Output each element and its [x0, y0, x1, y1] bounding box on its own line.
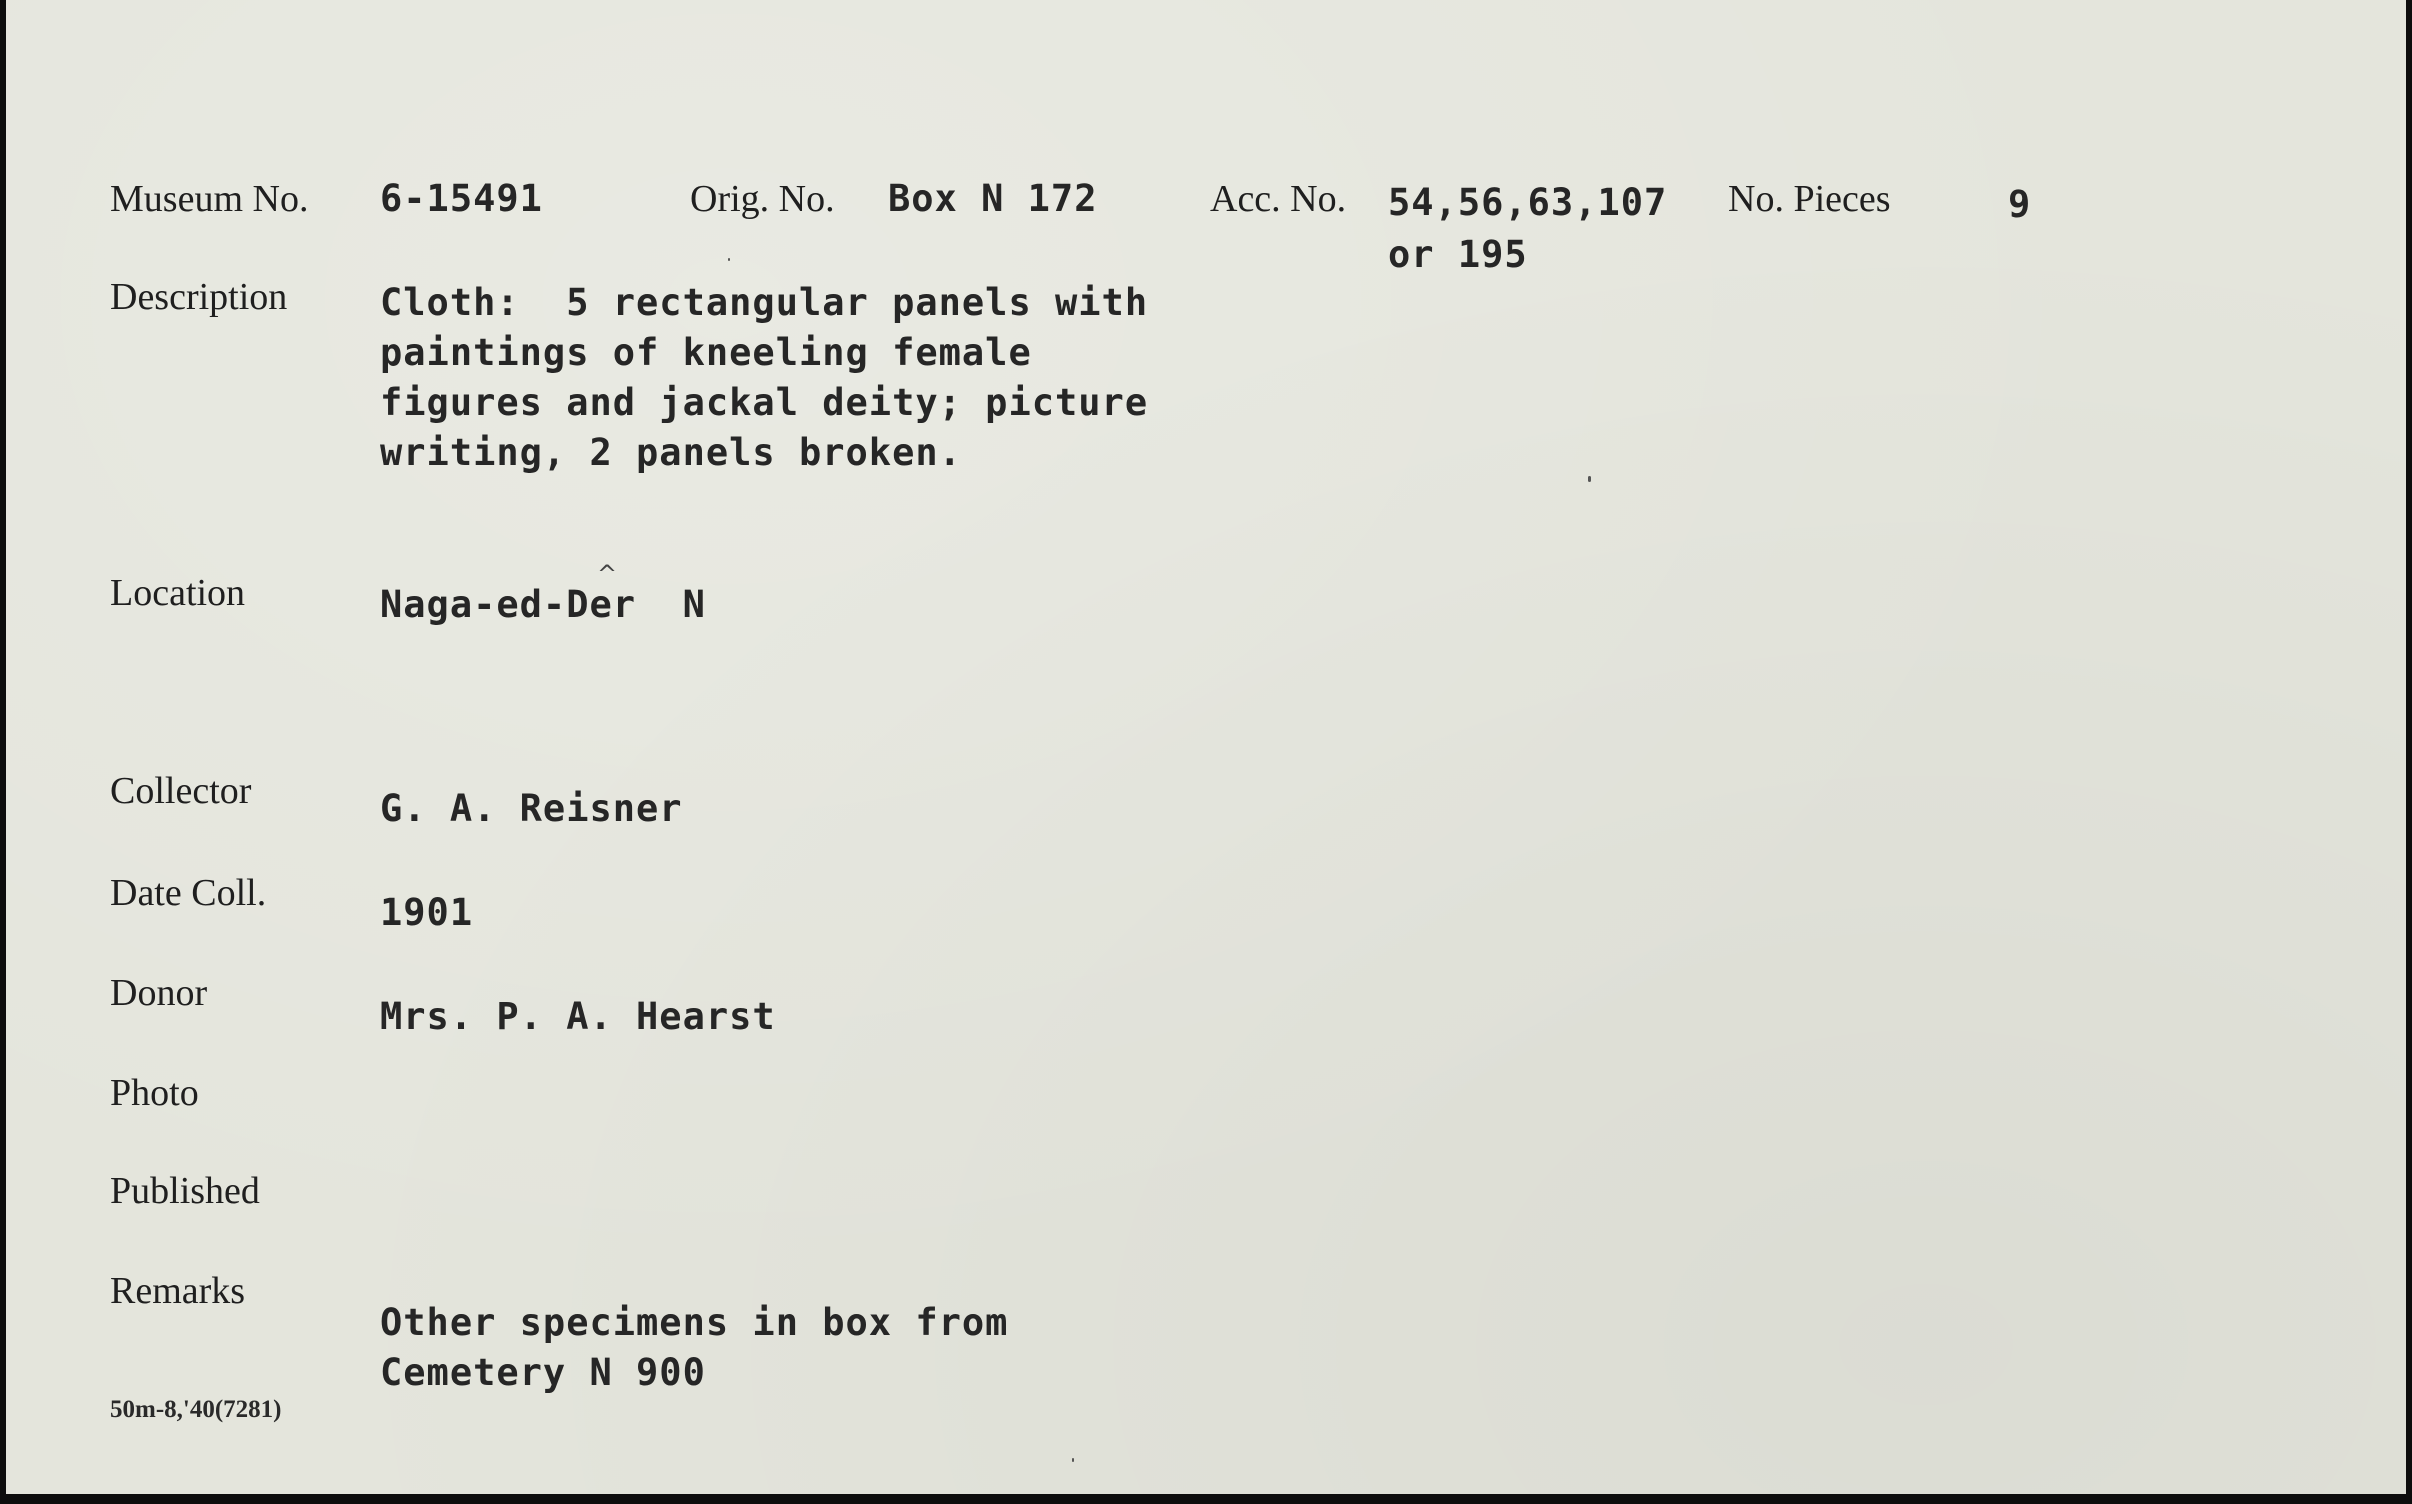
no-pieces-value: 9 [2008, 183, 2032, 226]
paper-speck [1072, 1458, 1074, 1462]
description-line-3: figures and jackal deity; picture [380, 381, 1149, 424]
paper-speck [728, 258, 730, 261]
description-line-1: Cloth: 5 rectangular panels with [380, 281, 1149, 324]
published-label: Published [110, 1170, 260, 1212]
donor-label: Donor [110, 972, 208, 1014]
donor-value: Mrs. P. A. Hearst [380, 995, 776, 1038]
remarks-line-2: Cemetery N 900 [380, 1351, 706, 1394]
description-label: Description [110, 276, 288, 318]
acc-no-value-line1: 54,56,63,107 [1388, 181, 1668, 224]
description-line-2: paintings of kneeling female [380, 331, 1032, 374]
remarks-label: Remarks [110, 1270, 246, 1312]
orig-no-label: Orig. No. [690, 178, 835, 220]
remarks-line-1: Other specimens in box from [380, 1301, 1009, 1344]
form-code: 50m-8,'40(7281) [110, 1396, 282, 1423]
collector-label: Collector [110, 770, 252, 812]
collector-value: G. A. Reisner [380, 787, 683, 830]
date-coll-value: 1901 [380, 891, 474, 934]
museum-no-label: Museum No. [110, 178, 309, 220]
location-label: Location [110, 572, 246, 614]
no-pieces-label: No. Pieces [1728, 178, 1891, 220]
location-value: Naga-ed-Der N [380, 583, 706, 626]
date-coll-label: Date Coll. [110, 872, 267, 914]
photo-label: Photo [110, 1072, 199, 1114]
catalog-card [6, 0, 2406, 1494]
museum-no-value: 6-15491 [380, 177, 543, 220]
orig-no-value: Box N 172 [888, 177, 1098, 220]
acc-no-label: Acc. No. [1210, 178, 1347, 220]
circumflex-mark: ^ [597, 560, 618, 588]
paper-speck [1588, 476, 1591, 482]
acc-no-value-line2: or 195 [1388, 233, 1528, 276]
description-line-4: writing, 2 panels broken. [380, 431, 962, 474]
